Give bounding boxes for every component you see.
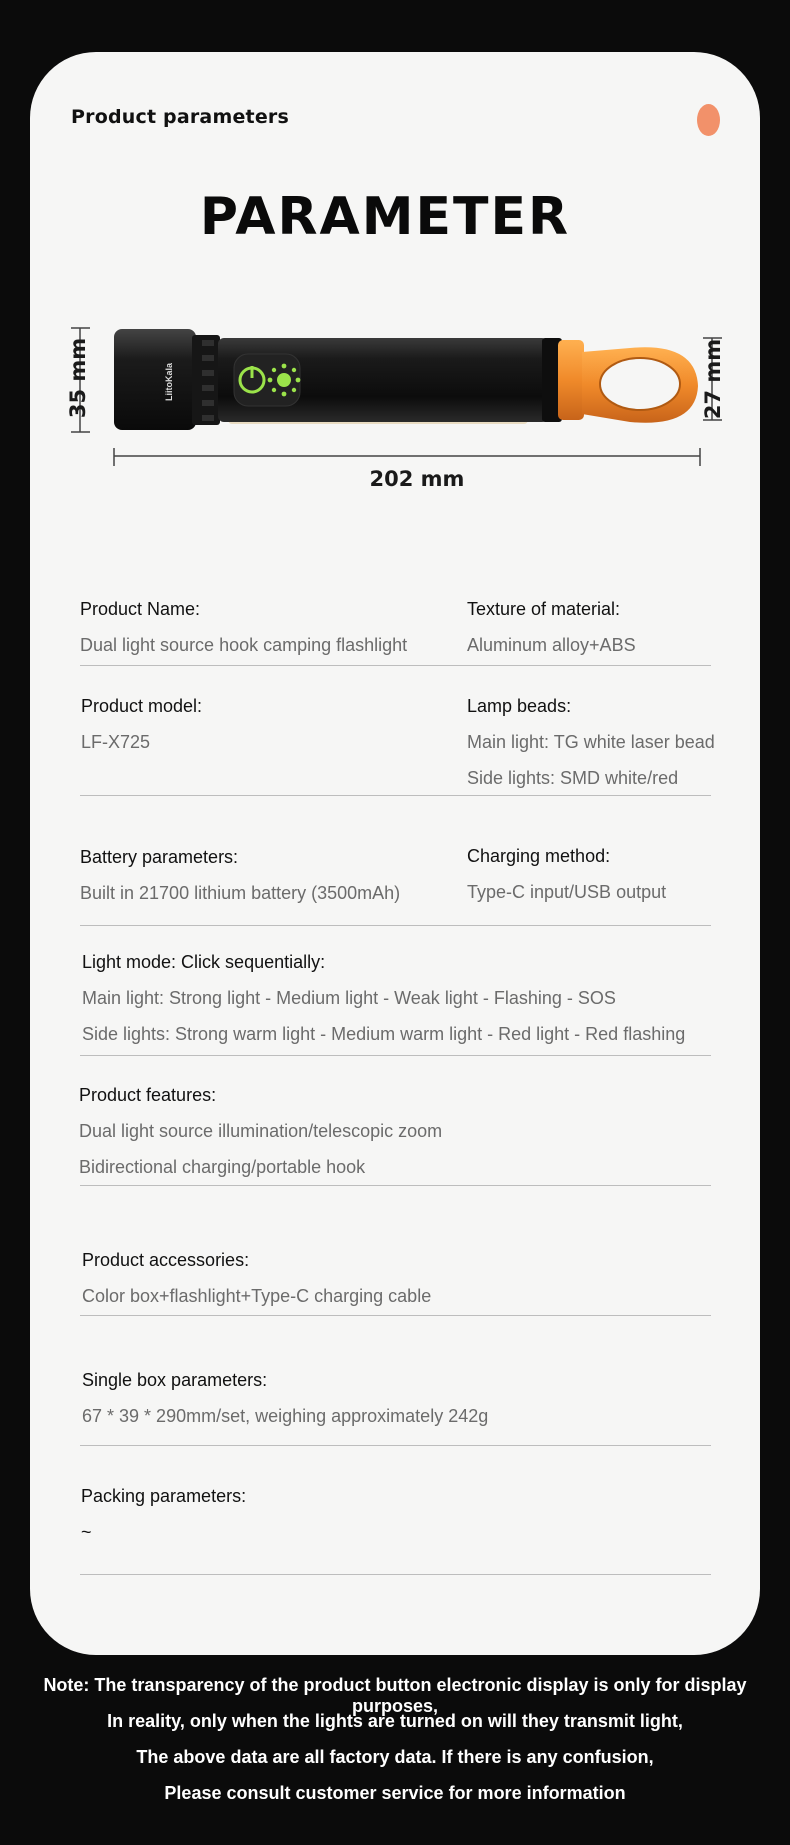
model-value: LF-X725 — [81, 732, 151, 752]
model-label: Product model: — [81, 696, 203, 716]
flashlight-head — [114, 329, 196, 430]
card-title: Product parameters — [71, 106, 289, 128]
divider — [80, 795, 711, 796]
divider — [80, 1315, 711, 1316]
lamp-beads-label: Lamp beads: — [467, 696, 572, 716]
battery-label: Battery parameters: — [80, 847, 239, 867]
hook-opening — [600, 358, 680, 410]
divider — [80, 1445, 711, 1446]
packing-label: Packing parameters: — [81, 1486, 247, 1506]
packing-value: ~ — [81, 1522, 92, 1542]
charging-value: Type-C input/USB output — [467, 882, 667, 902]
length-label: 202 mm — [369, 467, 465, 491]
height-label-right: 27 mm — [701, 338, 725, 420]
divider — [80, 1185, 711, 1186]
length-dimension — [114, 448, 700, 466]
brand-text: LiitoKala — [164, 362, 174, 402]
features-value-1: Dual light source illumination/telescopic zoom — [79, 1121, 443, 1141]
lamp-beads-main: Main light: TG white laser bead — [467, 732, 715, 752]
single-box-value: 67 * 39 * 290mm/set, weighing approximately 242g — [82, 1406, 489, 1426]
note-line-4: Please consult customer service for more information — [164, 1783, 626, 1803]
note-line-2: In reality, only when the lights are turned on will they transmit light, — [107, 1711, 683, 1731]
divider — [80, 1574, 711, 1575]
single-box-label: Single box parameters: — [82, 1370, 268, 1390]
features-label: Product features: — [79, 1085, 217, 1105]
tail-cap — [558, 340, 584, 420]
divider — [80, 1055, 711, 1056]
charging-label: Charging method: — [467, 846, 611, 866]
light-mode-side: Side lights: Strong warm light - Medium warm light - Red light - Red flashing — [82, 1024, 686, 1044]
features-value-2: Bidirectional charging/portable hook — [79, 1157, 366, 1177]
light-mode-label: Light mode: Click sequentially: — [82, 952, 326, 972]
product-name-label: Product Name: — [80, 599, 201, 619]
lamp-beads-side: Side lights: SMD white/red — [467, 768, 679, 788]
accessories-label: Product accessories: — [82, 1250, 250, 1270]
texture-label: Texture of material: — [467, 599, 621, 619]
note-line-3: The above data are all factory data. If there is any confusion, — [136, 1747, 654, 1767]
divider — [80, 665, 711, 666]
page-heading: PARAMETER — [199, 187, 571, 247]
note-line-1: Note: The transparency of the product button electronic display is only for display purposes, — [43, 1675, 747, 1716]
battery-value: Built in 21700 lithium battery (3500mAh) — [80, 883, 401, 903]
grip-ring — [192, 335, 220, 425]
texture-value: Aluminum alloy+ABS — [467, 635, 636, 655]
parameter-card — [30, 52, 760, 1655]
light-mode-main: Main light: Strong light - Medium light - Weak light - Flashing - SOS — [82, 988, 616, 1008]
accessories-value: Color box+flashlight+Type-C charging cable — [82, 1286, 432, 1306]
product-name-value: Dual light source hook camping flashlight — [80, 635, 408, 655]
flashlight-illustration — [30, 52, 760, 512]
height-label-left: 35 mm — [66, 337, 90, 419]
divider — [80, 925, 711, 926]
